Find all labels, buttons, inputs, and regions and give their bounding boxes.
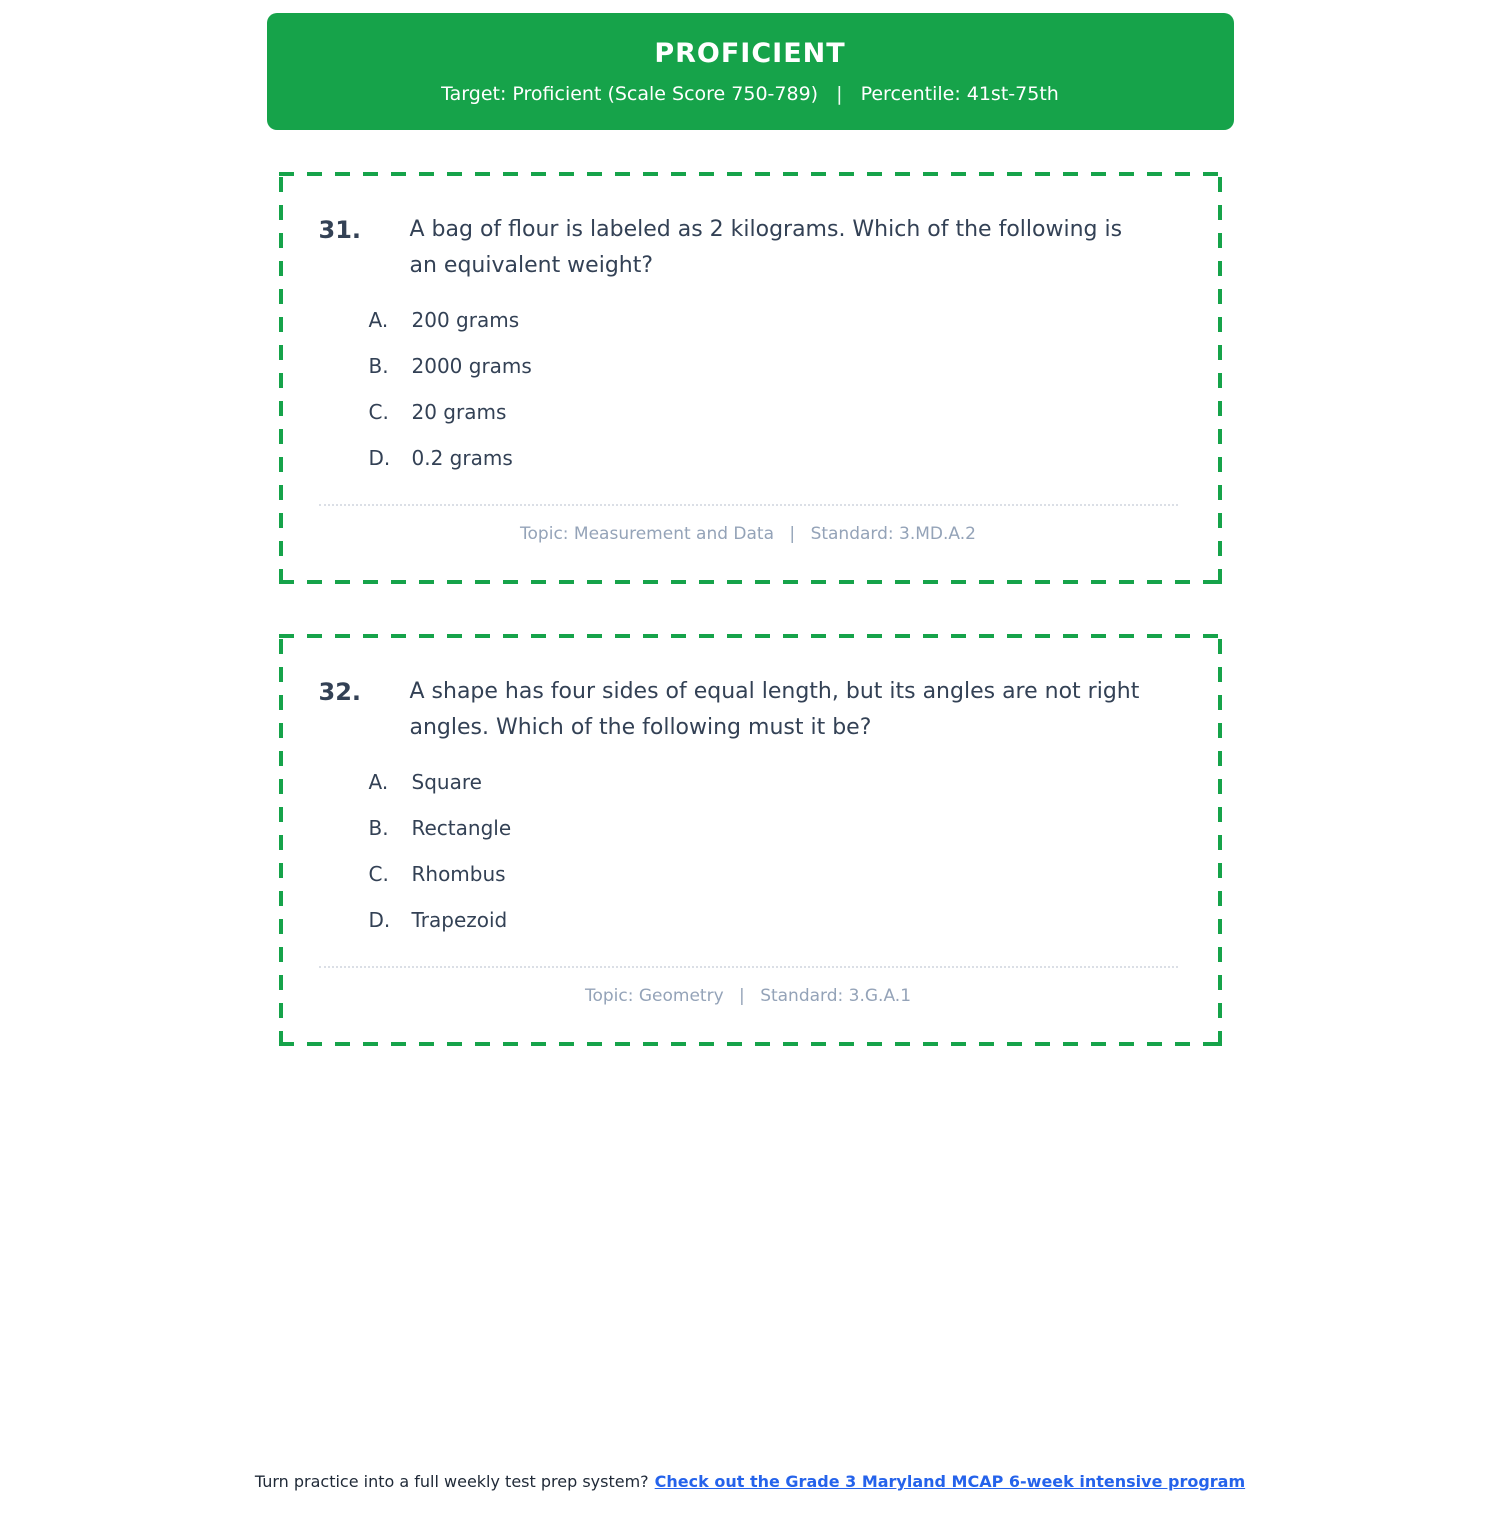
option-text: Trapezoid <box>411 908 508 932</box>
band-percentile-text: Percentile: 41st-75th <box>860 83 1059 105</box>
option-letter: A. <box>368 308 389 332</box>
question-text <box>410 212 1123 284</box>
standard-label: Standard: 3.G.A.1 <box>760 986 912 1006</box>
option-text: Rectangle <box>411 816 512 840</box>
option-text: Rhombus <box>411 862 506 886</box>
band-separator: | <box>836 83 843 105</box>
answer-option-b <box>369 814 1178 842</box>
answer-option-c <box>369 398 1178 426</box>
answer-options <box>369 768 1178 934</box>
question-row <box>319 212 1178 284</box>
option-text: Square <box>411 770 482 794</box>
option-letter: C. <box>368 862 389 886</box>
option-text: 20 grams <box>411 400 507 424</box>
question-text-line: A shape has four sides of equal length, but its angles are not right <box>409 679 1140 704</box>
answer-option-c <box>369 860 1178 888</box>
promo-link[interactable]: Check out the Grade 3 Maryland MCAP 6-week intensive program <box>654 1472 1246 1491</box>
question-text-line: an equivalent weight? <box>409 253 654 278</box>
topic-standard-line <box>319 524 1178 544</box>
promo-footer <box>0 1472 1500 1491</box>
question-row <box>319 674 1178 746</box>
topic-divider <box>319 504 1178 506</box>
answer-option-a <box>369 306 1178 334</box>
band-subtitle <box>441 83 1059 105</box>
question-card-32 <box>279 634 1222 1046</box>
band-title: PROFICIENT <box>654 38 846 69</box>
topic-divider <box>319 966 1178 968</box>
option-text: 2000 grams <box>411 354 532 378</box>
topic-label: Topic: Measurement and Data <box>520 524 775 544</box>
option-text: 0.2 grams <box>411 446 513 470</box>
option-letter: B. <box>368 816 389 840</box>
question-text <box>410 674 1140 746</box>
question-number: 31. <box>318 216 362 244</box>
option-letter: C. <box>368 400 389 424</box>
answer-options <box>369 306 1178 472</box>
topic-separator: | <box>789 524 796 544</box>
question-text-line: angles. Which of the following must it be? <box>409 715 872 740</box>
topic-label: Topic: Geometry <box>584 986 724 1006</box>
option-text: 200 grams <box>411 308 520 332</box>
answer-option-b <box>369 352 1178 380</box>
answer-option-d <box>369 906 1178 934</box>
band-target-text: Target: Proficient (Scale Score 750-789) <box>441 83 819 105</box>
answer-option-a <box>369 768 1178 796</box>
promo-text: Turn practice into a full weekly test prep system? <box>254 1472 649 1491</box>
worksheet-page <box>0 13 1500 1513</box>
option-letter: B. <box>368 354 389 378</box>
question-number: 32. <box>318 678 362 706</box>
option-letter: D. <box>368 908 391 932</box>
question-card-31 <box>279 172 1222 584</box>
question-text-line: A bag of flour is labeled as 2 kilograms. Which of the following is <box>409 217 1123 242</box>
option-letter: D. <box>368 446 391 470</box>
performance-band-header <box>267 13 1234 130</box>
option-letter: A. <box>368 770 389 794</box>
topic-separator: | <box>739 986 745 1006</box>
topic-standard-line <box>319 986 1178 1006</box>
standard-label: Standard: 3.MD.A.2 <box>810 524 976 544</box>
answer-option-d <box>369 444 1178 472</box>
